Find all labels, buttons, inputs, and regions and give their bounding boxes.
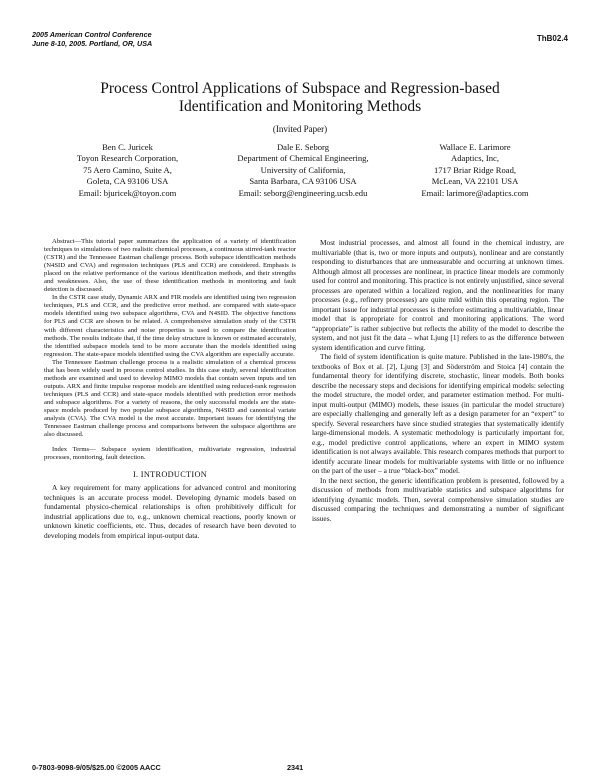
title-line-2: Identification and Monitoring Methods bbox=[178, 98, 422, 115]
conference-header bbox=[32, 30, 152, 48]
conference-name: 2005 American Control Conference bbox=[32, 30, 152, 39]
body-paragraph: Most industrial processes, and almost all found in the chemical industry, are multivariable (that is, two or more inputs and outputs), nonlinear and are constantly responding to disturbances that are unmeasurable and occurring at unknown times. Although almost all processes are nonlinear, in practice linear models are commonly used for control and monitoring. This practice is not entirely unjustified, since several processes are operated within a localized region, and the nonlinearities for many processes (e.g., refinery processes) are quite mild within this operating region. The important issue for industrial processes is therefore estimating a multivariable, linear model that is appropriate for control and monitoring applications. The word “appropriate” is rather subjective but reflects the ability of the model to describe the system, and not just fit the data – what Ljung [1] refers to as the difference between system identification and curve fitting. bbox=[312, 238, 564, 352]
author-city: McLean, VA 22101 USA bbox=[431, 176, 519, 187]
author-email: Email: seborg@engineering.ucsb.edu bbox=[238, 187, 368, 198]
author-address: University of California, bbox=[260, 164, 346, 175]
author-city: Santa Barbara, CA 93106 USA bbox=[249, 176, 357, 187]
index-terms: Index Terms— Subspace system identification, multivariate regression, industrial processes, monitoring, fault detection. bbox=[44, 446, 296, 462]
conference-date-location: June 8-10, 2005. Portland, OR, USA bbox=[32, 39, 153, 48]
isbn-copyright: 0-7803-9098-9/05/$25.00 ©2005 AACC bbox=[32, 763, 161, 772]
author-affiliation: Department of Chemical Engineering, bbox=[237, 153, 369, 164]
paper-code: ThB02.4 bbox=[536, 34, 568, 43]
page-number: 2341 bbox=[287, 763, 304, 772]
author-name: Wallace E. Larimore bbox=[439, 142, 511, 152]
author-block-1 bbox=[40, 142, 215, 199]
author-address: 1717 Briar Ridge Road, bbox=[433, 164, 517, 175]
section-heading-introduction: I. INTRODUCTION bbox=[132, 470, 208, 480]
body-paragraph: In the next section, the generic identification problem is presented, followed by a discussion of methods from multivariable statistics and subspace algorithms for identifying dynamic models. Then, several comprehensive simulation studies are discussed comparing the techniques and demonstrating a number of significant issues. bbox=[312, 475, 564, 523]
abstract-paragraph: The Tennessee Eastman challenge process is a realistic simulation of a chemical process that has been widely used in process control studies. In this case study, several identification methods are examined and used to develop MIMO models that contain seven inputs and ten outputs. ARX and finite impulse response models are identified using reduced-rank regression techniques (PLS and CCR) and state-space models identified with prediction error methods and subspace algorithms. For a variety of reasons, the only successful models are the state-space models produced by two popular subspace algorithms, N4SID and canonical variate analysis (CVA). The CVA model is the most accurate. Important issues for identifying the Tennessee Eastman challenge process and comparisons between the subspace algorithms are also discussed. bbox=[44, 358, 296, 439]
author-city: Goleta, CA 93106 USA bbox=[86, 176, 169, 187]
abstract-paragraph: Abstract—This tutorial paper summarizes the application of a variety of identification techniques to simulations of two realistic chemical processes, a continuous stirred-tank reactor (CSTR) and the Tennessee Eastman challenge process. Both subspace identification methods (N4SID and CVA) and regression techniques (PLS and CCR) are considered. Emphasis is placed on the relative performance of the various identification methods, and their strengths and weaknesses. Also, the use of these identification methods in monitoring and fault detection is discussed. bbox=[44, 238, 296, 294]
author-email: Email: bjuricek@toyon.com bbox=[78, 187, 177, 198]
author-address: 75 Aero Camino, Suite A, bbox=[83, 164, 172, 175]
author-email: Email: larimore@adaptics.com bbox=[421, 187, 529, 198]
paper-title bbox=[40, 80, 560, 116]
author-affiliation: Adaptics, Inc, bbox=[451, 153, 499, 164]
author-affiliation: Toyon Research Corporation, bbox=[76, 153, 179, 164]
abstract-paragraph: In the CSTR case study, Dynamic ARX and FIR models are identified using two regression techniques, PLS and CCR, and the predictive error method. are compared with state-space models identified using two subspace algorithms, CVA and N4SID. The objective functions for PLS and CCR are shown to be related. A comprehensive simulation study of the CSTR with different characteristics and noise properties is used to compare the identification methods. The results indicate that, if the time delay structure is known or estimated accurately, the identified subspace models tend to be more accurate than the models identified using regression. The state-space models identified using the CVA algorithm are especially accurate. bbox=[44, 294, 296, 358]
author-name: Dale E. Seborg bbox=[276, 142, 330, 152]
left-column bbox=[44, 238, 296, 541]
body-paragraph: A key requirement for many applications for advanced control and monitoring techniques is an accurate process model. Developing dynamic models based on fundamental physico-chemical relationships is often prohibitively difficult for industrial applications due to, e.g., unknown chemical reactions, poorly known or unknown kinetic coefficients, etc. Thus, decades of research have been devoted to developing models from empirical input-output data. bbox=[44, 483, 296, 540]
author-name: Ben C. Juricek bbox=[102, 142, 153, 152]
invited-paper-note: (Invited Paper) bbox=[272, 124, 328, 134]
author-block-2 bbox=[213, 142, 393, 199]
title-line-1: Process Control Applications of Subspace and Regression-based bbox=[100, 80, 500, 97]
right-column bbox=[312, 238, 564, 523]
body-paragraph: The field of system identification is quite mature. Published in the late-1980's, the textbooks of Box et al. [2], Ljung [3] and Söderström and Stoica [4] contain the fundamental theory for identifying discrete, stochastic, linear models. Both books describe the necessary steps and decisions for identifying empirical models: selecting the model structure, the model order, and parameter estimation method. For multi-input multi-output (MIMO) models, these issues (in particular the model structure) are especially challenging and generally left as a design parameter for an “expert” to specify. Several researchers have since studied strategies that systematically identify large-dimensional models. A systematic methodology is particularly important for, e.g., model predictive control applications, where an expert in MIMO system identification is not always available. This research compares methods that purport to identify accurate linear models for multivariable systems with little or no influence on the part of the user – a true “black-box” model. bbox=[312, 352, 564, 475]
author-block-3 bbox=[385, 142, 565, 199]
